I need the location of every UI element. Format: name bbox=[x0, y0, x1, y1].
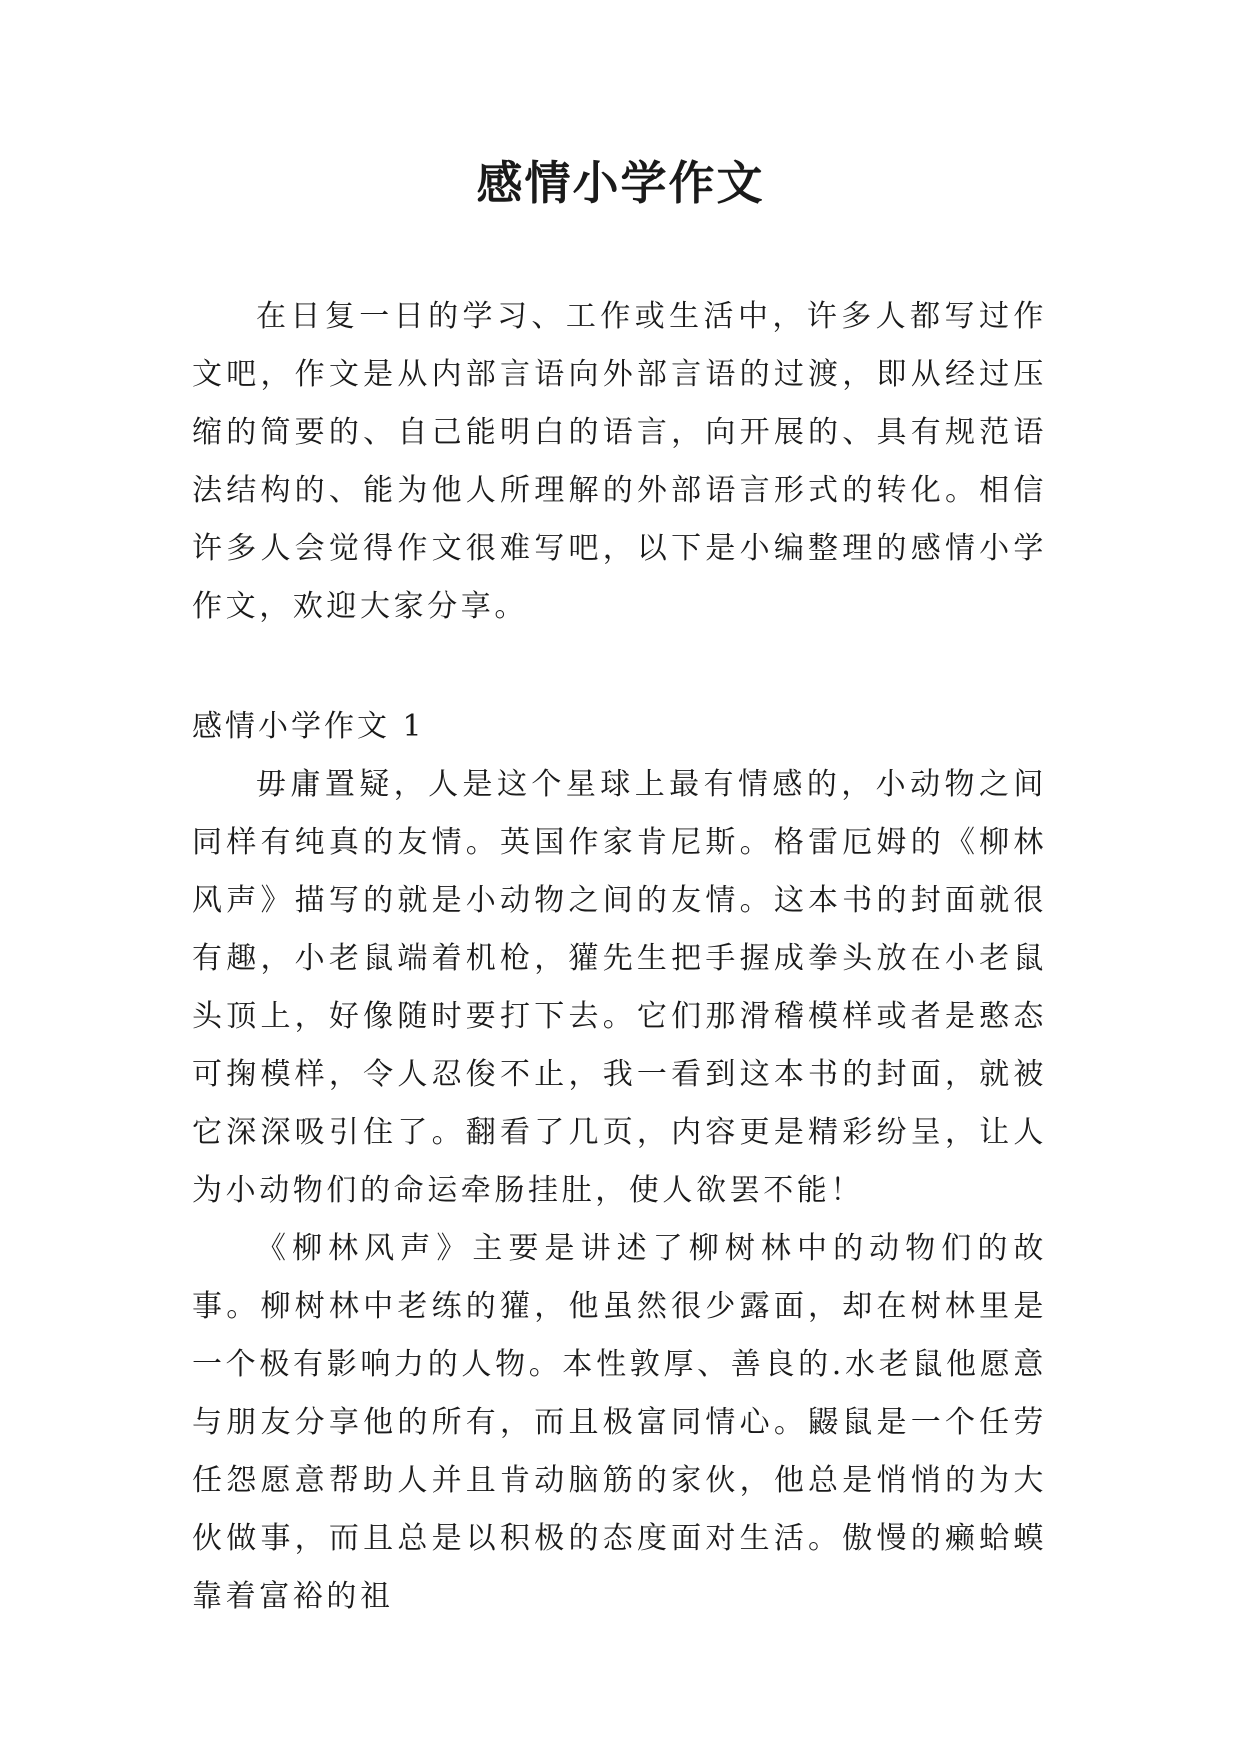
body-paragraph: 《柳林风声》主要是讲述了柳树林中的动物们的故事。柳树林中老练的獾，他虽然很少露面，却在树林里是一个极有影响力的人物。本性敦厚、善良的.水老鼠他愿意与朋友分享他的所有，而且极富同情心。鼹鼠是一个任劳任怨愿意帮助人并且肯动脑筋的家伙，他总是悄悄的为大伙做事，而且总是以积极的态度面对生活。傲慢的癞蛤蟆靠着富裕的祖 bbox=[192, 1231, 1047, 1614]
document-title: 感情小学作文 bbox=[476, 156, 765, 210]
essay-section-1 bbox=[192, 698, 1047, 1626]
intro-paragraph: 在日复一日的学习、工作或生活中，许多人都写过作文吧，作文是从内部言语向外部言语的过渡，即从经过压缩的简要的、自己能明白的语言，向开展的、具有规范语法结构的、能为他人所理解的外部语言形式的转化。相信许多人会觉得作文很难写吧，以下是小编整理的感情小学作文，欢迎大家分享。 bbox=[192, 299, 1047, 624]
section-heading: 感情小学作文 1 bbox=[192, 709, 425, 744]
body-paragraph: 毋庸置疑，人是这个星球上最有情感的，小动物之间同样有纯真的友情。英国作家肯尼斯。格雷厄姆的《柳林风声》描写的就是小动物之间的友情。这本书的封面就很有趣，小老鼠端着机枪，獾先生把手握成拳头放在小老鼠头顶上，好像随时要打下去。它们那滑稽模样或者是憨态可掬模样，令人忍俊不止，我一看到这本书的封面，就被它深深吸引住了。翻看了几页，内容更是精彩纷呈，让人为小动物们的命运牵肠挂肚，使人欲罢不能！ bbox=[192, 767, 1047, 1208]
document-body bbox=[192, 288, 1047, 1626]
